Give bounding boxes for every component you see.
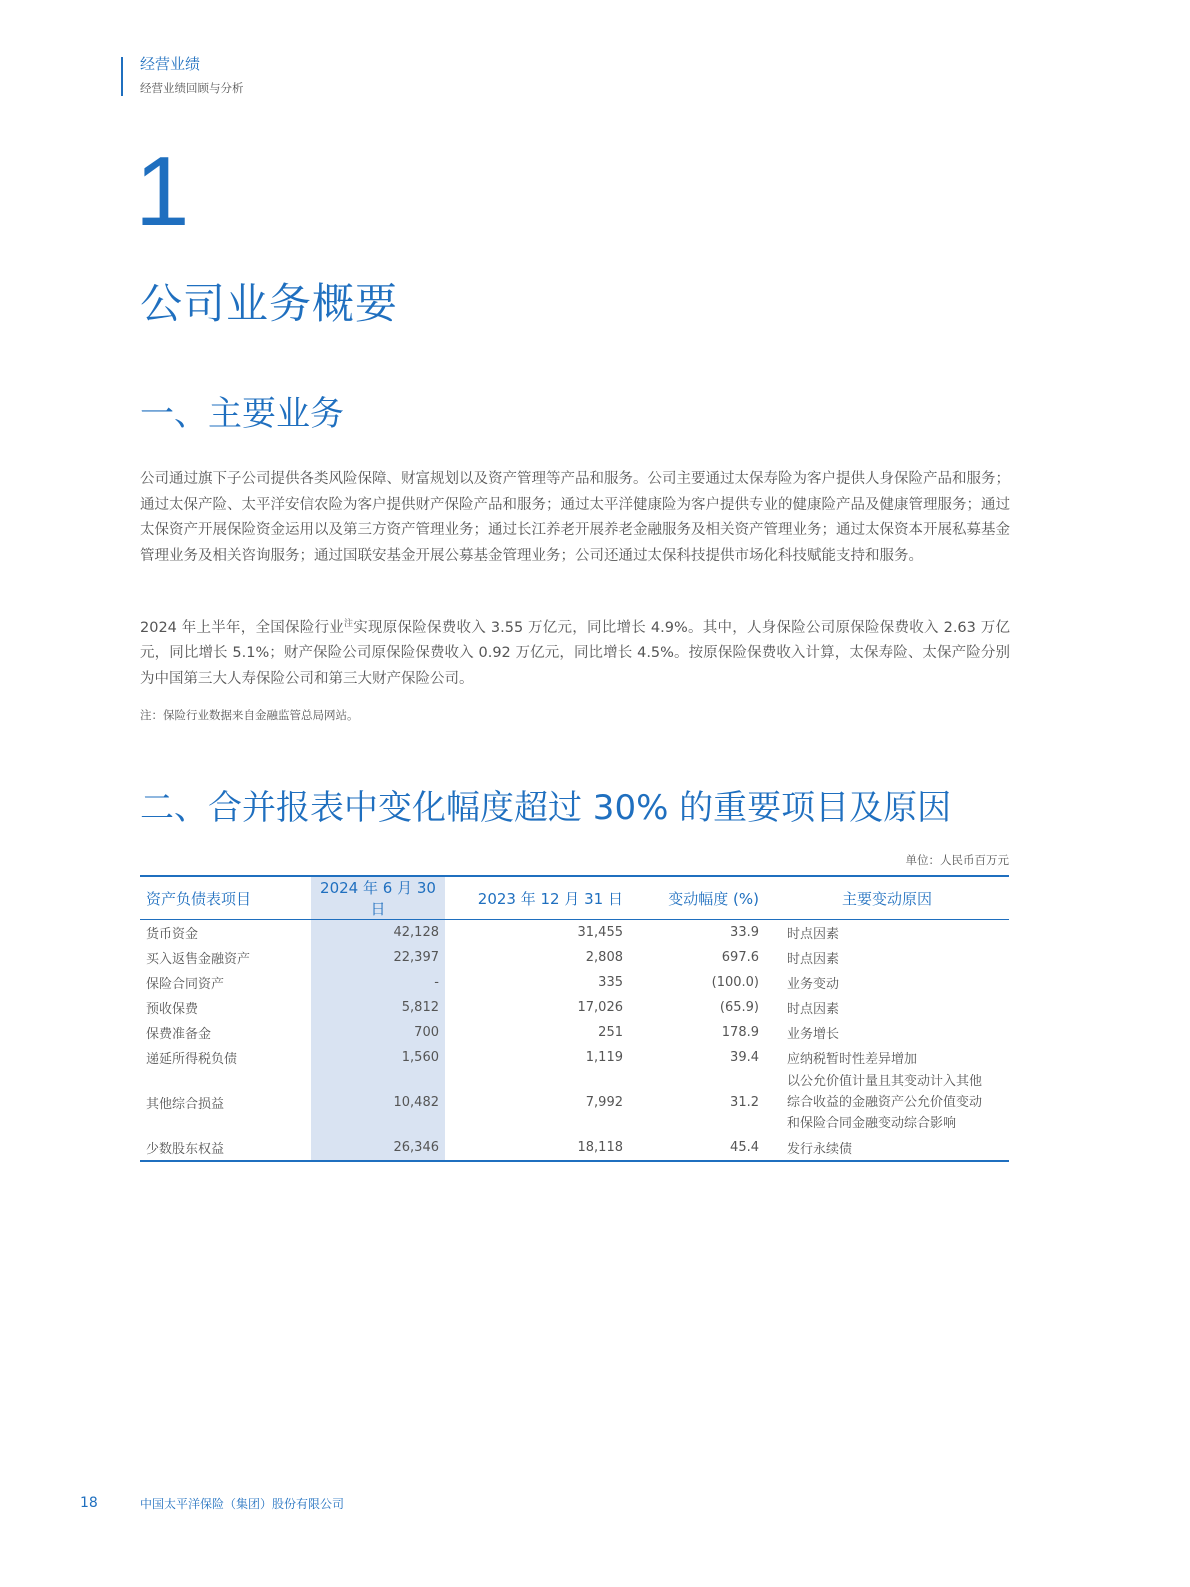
row-reason-line: 以公允价值计量且其变动计入其他 bbox=[787, 1074, 983, 1089]
row-change: 178.9 bbox=[721, 1025, 759, 1040]
row-reason-line: 和保险合同金融变动综合影响 bbox=[787, 1116, 957, 1131]
table-row bbox=[140, 920, 1009, 946]
row-value-2024: - bbox=[311, 970, 445, 995]
header-2023: 2023 年 12 月 31 日 bbox=[477, 889, 623, 908]
row-value-2024: 700 bbox=[311, 1020, 445, 1045]
header-title: 经营业绩 bbox=[140, 55, 201, 73]
row-item: 保险合同资产 bbox=[146, 977, 225, 992]
row-reason: 时点因素 bbox=[787, 1002, 840, 1017]
row-value-2024: 26,346 bbox=[311, 1135, 445, 1161]
table-row bbox=[140, 995, 1009, 1020]
header-subtitle: 经营业绩回顾与分析 bbox=[140, 81, 244, 95]
row-value-2023: 17,026 bbox=[577, 1000, 623, 1015]
paragraph-industry-data-part2: 实现原保险保费收入 3.55 万亿元，同比增长 4.9%。其中，人身保险公司原保险保费收入 2.63 万亿元，同比增长 5.1%；财产保险公司原保险保费收入 0.92 万亿元，同比增长 4.5%。按原保险保费收入计算，太保寿险、太保产险分别为中国第三大人寿保险公司和第三大财产保险公司。 bbox=[140, 619, 1010, 687]
header-item: 资产负债表项目 bbox=[146, 889, 252, 908]
row-reason-line: 综合收益的金融资产公允价值变动 bbox=[787, 1095, 983, 1110]
table-row bbox=[140, 945, 1009, 970]
footer-company-name: 中国太平洋保险（集团）股份有限公司 bbox=[140, 1497, 345, 1511]
row-value-2023: 18,118 bbox=[577, 1140, 623, 1155]
page-number: 18 bbox=[80, 1495, 98, 1511]
row-item: 递延所得税负债 bbox=[146, 1052, 238, 1067]
row-change: 697.6 bbox=[721, 950, 759, 965]
footnote-marker: 注 bbox=[344, 619, 354, 629]
table-row bbox=[140, 1135, 1009, 1161]
row-value-2023: 7,992 bbox=[585, 1095, 623, 1110]
chapter-title: 公司业务概要 bbox=[140, 279, 399, 328]
row-reason bbox=[765, 1070, 1009, 1135]
table-row bbox=[140, 1045, 1009, 1070]
row-value-2024: 42,128 bbox=[311, 920, 445, 946]
row-change: 33.9 bbox=[730, 925, 759, 940]
row-item: 预收保费 bbox=[146, 1002, 199, 1017]
row-reason: 时点因素 bbox=[787, 927, 840, 942]
row-reason: 业务增长 bbox=[787, 1027, 840, 1042]
row-value-2023: 1,119 bbox=[585, 1050, 623, 1065]
row-change: 31.2 bbox=[730, 1095, 759, 1110]
row-item: 少数股东权益 bbox=[146, 1142, 225, 1157]
paragraph-business-overview: 公司通过旗下子公司提供各类风险保障、财富规划以及资产管理等产品和服务。公司主要通过太保寿险为客户提供人身保险产品和服务；通过太保产险、太平洋安信农险为客户提供财产保险产品和服务；通过太平洋健康险为客户提供专业的健康险产品及健康管理服务；通过太保资产开展保险资金运用以及第三方资产管理业务；通过长江养老开展养老金融服务及相关资产管理业务；通过太保资本开展私募基金管理业务及相关咨询服务；通过国联安基金开展公募基金管理业务；公司还通过太保科技提供市场化科技赋能支持和服务。 bbox=[140, 471, 1010, 564]
header-2024: 2024 年 6 月 30 日 bbox=[311, 876, 445, 920]
row-value-2024: 10,482 bbox=[311, 1070, 445, 1135]
table-row bbox=[140, 1020, 1009, 1045]
chapter-number: 1 bbox=[135, 136, 190, 246]
header-divider bbox=[121, 57, 123, 96]
table-row bbox=[140, 1070, 1009, 1135]
row-change: 39.4 bbox=[730, 1050, 759, 1065]
row-change: (100.0) bbox=[711, 975, 759, 990]
row-reason: 业务变动 bbox=[787, 977, 840, 992]
unit-label: 单位：人民币百万元 bbox=[905, 853, 1009, 867]
row-change: 45.4 bbox=[730, 1140, 759, 1155]
header-change: 变动幅度 (%) bbox=[668, 889, 759, 908]
row-change: (65.9) bbox=[719, 1000, 759, 1015]
table-row bbox=[140, 970, 1009, 995]
row-value-2023: 335 bbox=[598, 975, 623, 990]
row-reason: 发行永续债 bbox=[787, 1142, 853, 1157]
row-item: 保费准备金 bbox=[146, 1027, 212, 1042]
row-value-2023: 251 bbox=[598, 1025, 623, 1040]
row-value-2023: 31,455 bbox=[577, 925, 623, 940]
paragraph-industry-data-part1: 2024 年上半年，全国保险行业 bbox=[140, 619, 345, 636]
balance-sheet-changes-table bbox=[140, 875, 1009, 1162]
row-item: 买入返售金融资产 bbox=[146, 952, 251, 967]
row-value-2024: 5,812 bbox=[311, 995, 445, 1020]
section-title-major-changes: 二、合并报表中变化幅度超过 30% 的重要项目及原因 bbox=[140, 788, 952, 828]
footnote: 注：保险行业数据来自金融监管总局网站。 bbox=[140, 708, 359, 722]
header-reason: 主要变动原因 bbox=[841, 889, 932, 908]
row-value-2024: 22,397 bbox=[311, 945, 445, 970]
row-value-2023: 2,808 bbox=[585, 950, 623, 965]
row-item: 其他综合损益 bbox=[146, 1097, 225, 1112]
row-item: 货币资金 bbox=[146, 927, 199, 942]
table-header-row bbox=[140, 876, 1009, 920]
row-reason: 时点因素 bbox=[787, 952, 840, 967]
row-reason: 应纳税暂时性差异增加 bbox=[787, 1052, 918, 1067]
row-value-2024: 1,560 bbox=[311, 1045, 445, 1070]
paragraph-industry-data bbox=[140, 612, 1010, 692]
section-title-main-business: 一、主要业务 bbox=[140, 394, 344, 434]
